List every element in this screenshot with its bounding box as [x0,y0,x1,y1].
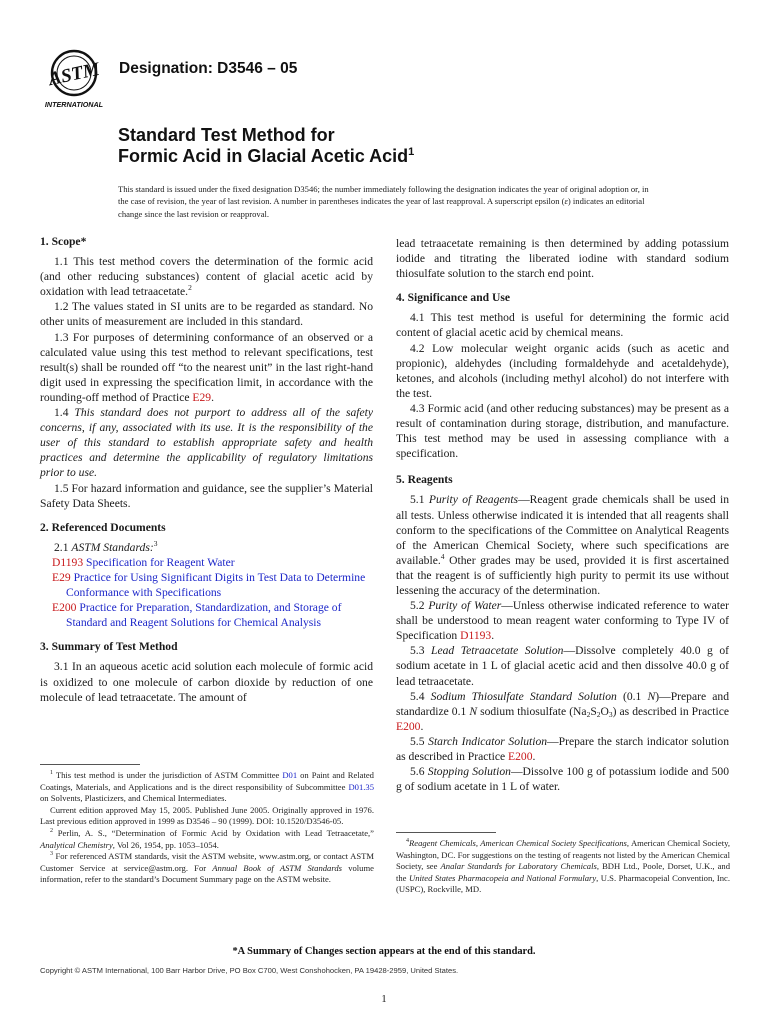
link-e29[interactable]: E29 [192,390,212,404]
paragraph-1-4: 1.4 This standard does not purport to address all of the safety concerns, if any, associated with its use. It is the responsibility of the user of this standard to establish appropriate safety and health practices and determine the applicability of regulatory limitations prior to use. [40,406,374,480]
link-e200-ref[interactable]: E200 [52,601,77,615]
ref-e29-title[interactable]: Practice for Using Significant Digits in Test Data to Determine Conformance with Specifications [66,570,366,600]
astm-logo [37,44,111,110]
footnote-ref-4[interactable]: 4 [440,551,445,561]
paragraph-5-2: 5.2 Purity of Water—Unless otherwise indicated reference to water shall be understood to mean reagent water conforming to Type IV of Specification D1193. [396,599,730,643]
paragraph-5-1: 5.1 Purity of Reagents—Reagent grade chemicals shall be used in all tests. Unless otherwise indicated it is intended that all reagents shall conform to the specifications of the Committee on Analytical Reagents of the American Chemical Society, where such specifications are available.$^4$ Other grades may be used, provided it is first ascertained that the reagent is of sufficiently high purity to permit its use without lessening the accuracy of the determination. [396,493,730,597]
paragraph-4-3: 4.3 Formic acid (and other reducing substances) may be present as a result of contamination during storage, distribution, and manufacture. This test method may be used in assessing compliance with a specification. [396,401,729,461]
document-title [118,125,414,167]
section-1-heading: 1. Scope* [40,235,87,248]
right-column [396,236,729,794]
footnote-ref-2[interactable]: 2 [188,283,192,293]
ref-d1193 [52,555,373,570]
footnotes-right [396,838,730,896]
paragraph-4-2: 4.2 Low molecular weight organic acids (such as acetic and propionic), aldehydes (including formaldehyde and acetaldehyde), ketones, and alcohols (including methyl alcohol) do not interfere with the test. [396,341,729,400]
ref-e200 [52,600,373,630]
section-4-heading: 4. Significance and Use [396,291,511,305]
ref-d1193-title[interactable]: Specification for Reagent Water [86,555,235,569]
designation: Designation: D3546 – 05 [119,60,298,77]
paragraph-5-6: 5.6 Stopping Solution—Dissolve 100 g of potassium iodide and 500 g of sodium acetate in 1 L of water. [396,765,730,794]
logo-subtext: INTERNATIONAL [44,100,104,109]
footnotes-left [40,770,374,886]
footnote-4: $^4$Reagent Chemicals, American Chemical Society Specifications, American Chemical Society, Washington, DC. For suggestions on the testing of reagents not listed by the American Chemical Society, see Analar Standards for Laboratory Chemicals, BDH Ltd., Poole, Dorset, U.K., and the United States Pharmacopeia and National Formulary, U.S. Pharmacopeial Convention, Inc. (USPC), Rockville, MD. [396,838,731,895]
footnote-rule-right [396,832,496,833]
ref-e29 [52,570,373,600]
copyright-line: Copyright © ASTM International, 100 Barr Harbor Drive, PO Box C700, West Conshohocken, PA 19428-2959, United States. [40,966,459,975]
title-line-2: Formic Acid in Glacial Acetic Acid$^1$ [118,146,415,166]
preamble: This standard is issued under the fixed designation D3546; the number immediately following the designation indicates the year of original adoption or, in the case of revision, the year of last revision. A number in parentheses indicates the year of last reapproval. A superscript epsilon (ε) indicates an editorial change since the last revision or reapproval. [118,184,649,219]
paragraph-4-1: 4.1 This test method is useful for determining the formic acid content of glacial acetic acid by chemical means. [396,311,729,340]
paragraph-2-1: 2.1 ASTM Standards:$^3$ [54,538,158,554]
paragraph-1-5: 1.5 For hazard information and guidance, see the supplier’s Material Safety Data Sheets. [40,481,373,510]
summary-of-changes-note: *A Summary of Changes section appears at the end of this standard. [232,946,536,957]
paragraph-1-3: 1.3 For purposes of determining conformance of an observed or a calculated value using this test method to relevant specifications, test result(s) shall be rounded off “to the nearest unit” in the last right-hand digit used in expressing the specification limit, in accordance with the rounding-off method of Practice E29. [40,330,373,404]
paragraph-3-1-continued: lead tetraacetate remaining is then determined by adding potassium iodide and titrating the liberated iodine with standard sodium thiosulfate solution to the starch end point. [396,237,729,281]
paragraph-3-1: 3.1 In an aqueous acetic acid solution each molecule of formic acid is oxidized to one molecule of carbon dioxide by reduction of one molecule of lead tetraacetate. The amount of [40,660,373,704]
title-line-1: Standard Test Method for [118,125,335,145]
footnote-1: $^1$ This test method is under the jurisdiction of ASTM Committee D01 on Paint and Related Coatings, Materials, and Applications and is the direct responsibility of Subcommittee D01.35 on Solvents, Plasticizers, and Chemical Intermediates. [40,770,374,804]
footnote-3: $^3$ For referenced ASTM standards, visit the ASTM website, www.astm.org, or contact ASTM Customer Service at service@astm.org. For Annual Book of ASTM Standards volume information, refer to the standard’s Document Summary page on the ASTM website. [40,851,374,885]
paragraph-5-5: 5.5 Starch Indicator Solution—Prepare the starch indicator solution as described in Practice E200. [396,734,730,763]
paragraph-1-1: 1.1 This test method covers the determination of the formic acid (and other reducing substances) content of glacial acetic acid by oxidation with lead tetraacetate.$^2$ [40,255,373,299]
section-5-heading: 5. Reagents [396,473,453,487]
footnote-2: $^2$ Perlin, A. S., “Determination of Formic Acid by Oxidation with Lead Tetraacetate,” Analytical Chemistry, Vol 26, 1954, pp. 1053–1054. [40,827,374,850]
ref-e200-title[interactable]: Practice for Preparation, Standardization, and Storage of Standard and Reagent Solutions for Chemical Analysis [66,601,342,630]
title-footnote-ref[interactable]: 1 [408,146,415,158]
link-d01[interactable]: D01 [282,770,298,780]
paragraph-5-4: 5.4 Sodium Thiosulfate Standard Solution (0.1 N)—Prepare and standardize 0.1 N sodium thiosulfate $(Na_2S_2O_3)$ as described in Practice E200. [396,689,730,733]
link-d01-35[interactable]: D01.35 [348,781,374,792]
paragraph-5-3: 5.3 Lead Tetraacetate Solution—Dissolve completely 40.0 g of sodium acetate in 1 L of glacial acetic acid and then dissolve 40.0 g of lead tetraacetate. [396,644,730,688]
page-number: 1 [381,994,387,1005]
paragraph-1-2: 1.2 The values stated in SI units are to be regarded as standard. No other units of measurement are included in this standard. [40,300,373,329]
link-d1193[interactable]: D1193 [52,555,84,569]
logo-text: ASTM [46,58,102,91]
link-e200-inline-1[interactable]: E200 [396,719,421,733]
section-3-heading: 3. Summary of Test Method [40,640,178,654]
footnote-rule-left [40,764,140,765]
link-d1193-inline[interactable]: D1193 [460,629,492,643]
left-column [40,234,373,705]
footnote-ref-3[interactable]: 3 [153,538,158,548]
footnote-1-edition: Current edition approved May 15, 2005. Published June 2005. Originally approved in 1976. Last previous edition approved in 1999 as D3546 – 90 (1999). DOI: 10.1520/D3546-05. [40,804,374,827]
link-e200-inline-2[interactable]: E200 [508,750,533,763]
link-e29-ref[interactable]: E29 [52,570,71,584]
section-2-heading: 2. Referenced Documents [40,520,166,534]
